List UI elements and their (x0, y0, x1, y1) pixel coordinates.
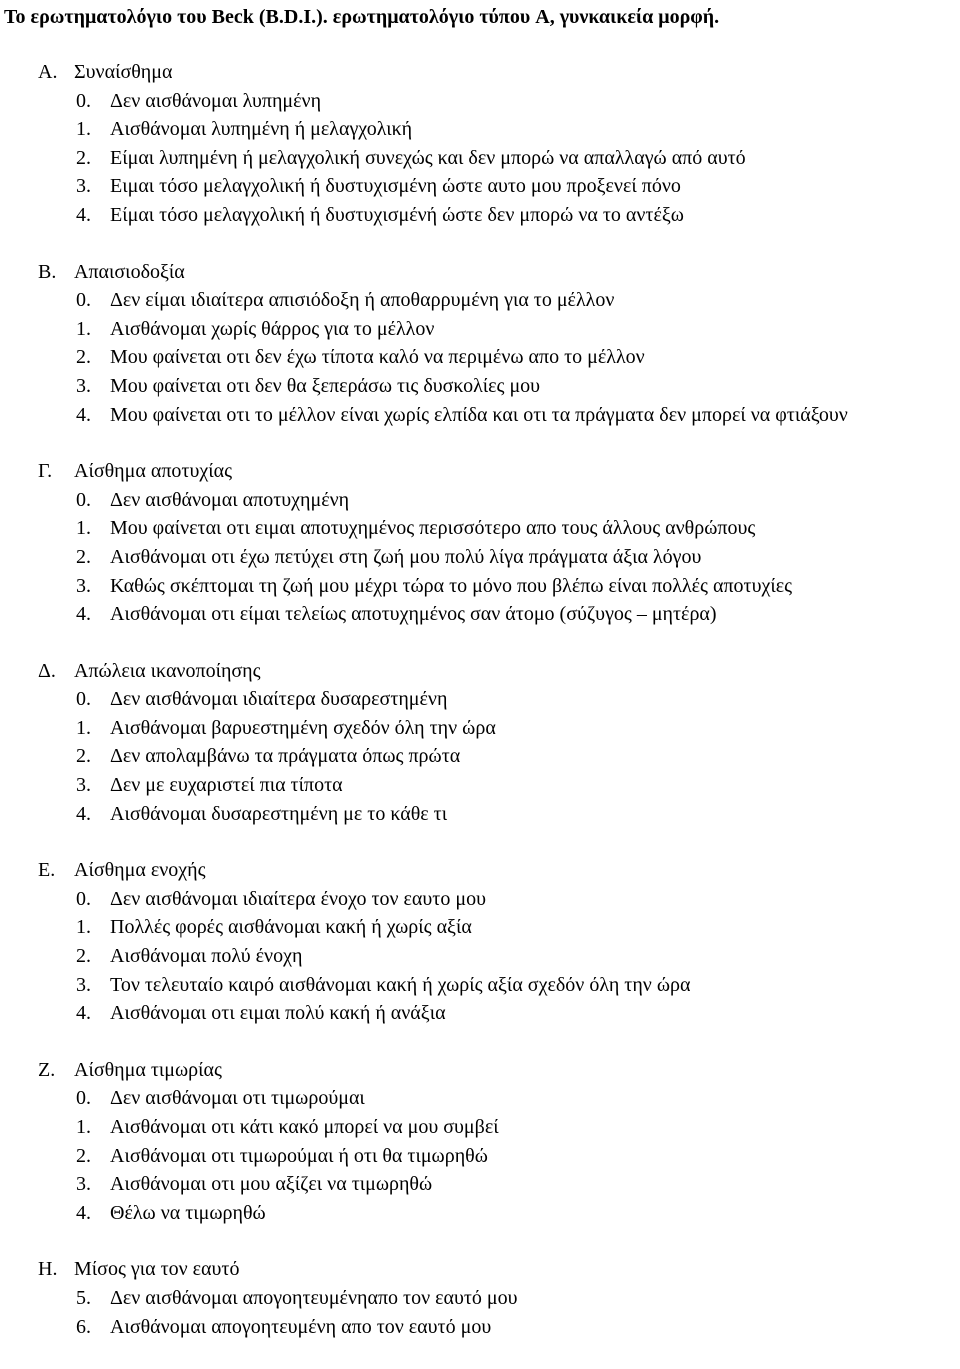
option-number: 1. (76, 317, 91, 340)
option-text: Αισθάνομαι απογοητευμένη απο τον εαυτό μου (110, 1315, 492, 1338)
option-number: 1. (76, 916, 91, 939)
answer-option (76, 942, 960, 971)
option-number: 0. (76, 289, 91, 312)
answer-option (76, 999, 960, 1028)
option-number: 2. (76, 945, 91, 968)
option-number: 0. (76, 89, 91, 112)
section-heading (38, 657, 960, 686)
answer-option (76, 1142, 960, 1171)
option-number: 0. (76, 887, 91, 910)
option-number: 0. (76, 1087, 91, 1110)
questionnaire-section (38, 457, 960, 629)
section-title: Αίσθημα αποτυχίας (74, 460, 233, 483)
answer-option (76, 286, 960, 315)
option-text: Αισθάνομαι πολύ ένοχη (110, 945, 303, 968)
option-text: Πολλές φορές αισθάνομαι κακή ή χωρίς αξία (110, 916, 472, 939)
section-letter: Ζ. (38, 1058, 56, 1081)
section-heading (38, 457, 960, 486)
option-number: 1. (76, 716, 91, 739)
option-text: Αισθάνομαι χωρίς θάρρος για το μέλλον (110, 317, 435, 340)
option-text: Είμαι λυπημένη ή μελαγχολική συνεχώς και δεν μπορώ να απαλλαγώ από αυτό (110, 146, 746, 169)
section-heading (38, 58, 960, 87)
option-number: 3. (76, 1173, 91, 1196)
option-text: Αισθάνομαι βαρυεστημένη σχεδόν όλη την ώρα (110, 716, 496, 739)
option-number: 3. (76, 774, 91, 797)
option-text: Μου φαίνεται οτι το μέλλον είναι χωρίς ελπίδα και οτι τα πράγματα δεν μπορεί να φτιάξουν (110, 403, 848, 426)
answer-option (76, 401, 960, 430)
option-number: 6. (76, 1315, 91, 1338)
option-text: Μου φαίνεται οτι δεν θα ξεπεράσω τις δυσκολίες μου (110, 374, 541, 397)
answer-option (76, 486, 960, 515)
questionnaire-section (38, 258, 960, 430)
section-title: Μίσος για τον εαυτό (74, 1258, 240, 1281)
section-title: Αίσθημα τιμωρίας (74, 1058, 222, 1081)
questionnaire-section (38, 657, 960, 829)
option-text: Δεν αισθάνομαι λυπημένη (110, 89, 322, 112)
section-letter: Β. (38, 260, 57, 283)
questionnaire-sections (38, 58, 960, 1369)
option-number: 3. (76, 973, 91, 996)
answer-option (76, 885, 960, 914)
option-number: 2. (76, 146, 91, 169)
option-number: 4. (76, 802, 91, 825)
section-heading (38, 258, 960, 287)
option-text: Ειμαι τόσο μελαγχολική ή δυστυχισμένη ώστε αυτο μου προξενεί πόνο (110, 175, 681, 198)
answer-option (76, 714, 960, 743)
option-number: 4. (76, 603, 91, 626)
option-number: 4. (76, 203, 91, 226)
section-title: Συναίσθημα (74, 61, 173, 83)
questionnaire-section (38, 58, 960, 230)
section-title: Απαισιοδοξία (74, 260, 185, 283)
option-text: Θέλω να τιμωρηθώ (110, 1201, 266, 1224)
option-number: 5. (76, 1286, 91, 1309)
option-text: Είμαι τόσο μελαγχολική ή δυστυχισμένή ώστε δεν μπορώ να το αντέξω (110, 203, 684, 226)
section-title: Αίσθημα ενοχής (74, 859, 206, 882)
option-number: 2. (76, 745, 91, 768)
option-text: Αισθάνομαι λυπημένη ή μελαγχολική (110, 118, 413, 141)
answer-option (76, 685, 960, 714)
questionnaire-section (38, 856, 960, 1028)
option-number: 3. (76, 574, 91, 597)
answer-option (76, 971, 960, 1000)
document-title: Το ερωτηματολόγιο του Beck (B.D.I.). ερωτηματολόγιο τύπου A, γυνκαικεία μορφή. (4, 6, 720, 28)
questionnaire-section (38, 1255, 960, 1341)
answer-option (76, 1199, 960, 1228)
option-text: Δεν αισθάνομαι αποτυχημένη (110, 488, 350, 511)
option-text: Αισθάνομαι δυσαρεστημένη με το κάθε τι (110, 802, 448, 825)
answer-option (76, 514, 960, 543)
section-letter: Ε. (38, 859, 56, 882)
option-text: Δεν με ευχαριστεί πια τίποτα (110, 774, 343, 797)
answer-option (76, 600, 960, 629)
option-text: Δεν είμαι ιδιαίτερα απισιόδοξη ή αποθαρρυμένη για το μέλλον (110, 289, 615, 312)
answer-option (76, 1313, 960, 1342)
answer-option (76, 315, 960, 344)
option-text: Δεν αισθάνομαι απογοητευμένηαπο τον εαυτό μου (110, 1286, 518, 1309)
answer-option (76, 1170, 960, 1199)
section-letter: Η. (38, 1258, 58, 1281)
option-text: Δεν αισθάνομαι ιδιαίτερα ένοχο τον εαυτο μου (110, 887, 486, 910)
option-number: 1. (76, 517, 91, 540)
option-number: 4. (76, 1002, 91, 1025)
answer-option (76, 1113, 960, 1142)
answer-option (76, 87, 960, 116)
questionnaire-section (38, 1056, 960, 1228)
section-title: Απώλεια ικανοποίησης (74, 659, 261, 682)
option-text: Αισθάνομαι οτι είμαι τελείως αποτυχημένος σαν άτομο (σύζυγος – μητέρα) (110, 603, 717, 626)
option-text: Αισθάνομαι οτι ειμαι πολύ κακή ή ανάξια (110, 1002, 446, 1025)
option-text: Αισθάνομαι οτι τιμωρούμαι ή οτι θα τιμωρηθώ (110, 1144, 488, 1167)
option-text: Δεν αισθάνομαι οτι τιμωρούμαι (110, 1087, 365, 1110)
section-letter: Δ. (38, 659, 56, 682)
option-text: Δεν αισθάνομαι ιδιαίτερα δυσαρεστημένη (110, 688, 448, 711)
option-number: 3. (76, 175, 91, 198)
answer-option (76, 913, 960, 942)
option-text: Δεν απολαμβάνω τα πράγματα όπως πρώτα (110, 745, 461, 768)
option-text: Καθώς σκέπτομαι τη ζωή μου μέχρι τώρα το μόνο που βλέπω είναι πολλές αποτυχίες (110, 574, 793, 597)
section-heading (38, 1255, 960, 1284)
option-text: Αισθάνομαι οτι κάτι κακό μπορεί να μου συμβεί (110, 1116, 499, 1138)
option-number: 2. (76, 1144, 91, 1167)
answer-option (76, 543, 960, 572)
answer-option (76, 1284, 960, 1313)
option-number: 1. (76, 1116, 91, 1138)
option-text: Τον τελευταίο καιρό αισθάνομαι κακή ή χωρίς αξία σχεδόν όλη την ώρα (110, 973, 691, 996)
answer-option (76, 1084, 960, 1113)
answer-option (76, 343, 960, 372)
section-heading (38, 856, 960, 885)
answer-option (76, 771, 960, 800)
option-text: Μου φαίνεται οτι ειμαι αποτυχημένος περισσότερο απο τους άλλους ανθρώπους (110, 517, 756, 540)
answer-option (76, 201, 960, 230)
option-number: 0. (76, 488, 91, 511)
option-number: 2. (76, 346, 91, 369)
option-number: 2. (76, 545, 91, 568)
answer-option (76, 572, 960, 601)
section-letter: Γ. (38, 460, 53, 483)
option-text: Αισθάνομαι οτι έχω πετύχει στη ζωή μου πολύ λίγα πράγματα άξια λόγου (110, 545, 702, 568)
option-number: 4. (76, 403, 91, 426)
option-text: Αισθάνομαι οτι μου αξίζει να τιμωρηθώ (110, 1173, 433, 1196)
answer-option (76, 742, 960, 771)
section-heading (38, 1056, 960, 1085)
answer-option (76, 172, 960, 201)
section-letter: Α. (38, 61, 58, 83)
option-number: 3. (76, 374, 91, 397)
answer-option (76, 115, 960, 144)
option-number: 1. (76, 118, 91, 141)
answer-option (76, 144, 960, 173)
answer-option (76, 800, 960, 829)
answer-option (76, 372, 960, 401)
option-number: 4. (76, 1201, 91, 1224)
option-number: 0. (76, 688, 91, 711)
option-text: Μου φαίνεται οτι δεν έχω τίποτα καλό να περιμένω απο το μέλλον (110, 346, 645, 369)
